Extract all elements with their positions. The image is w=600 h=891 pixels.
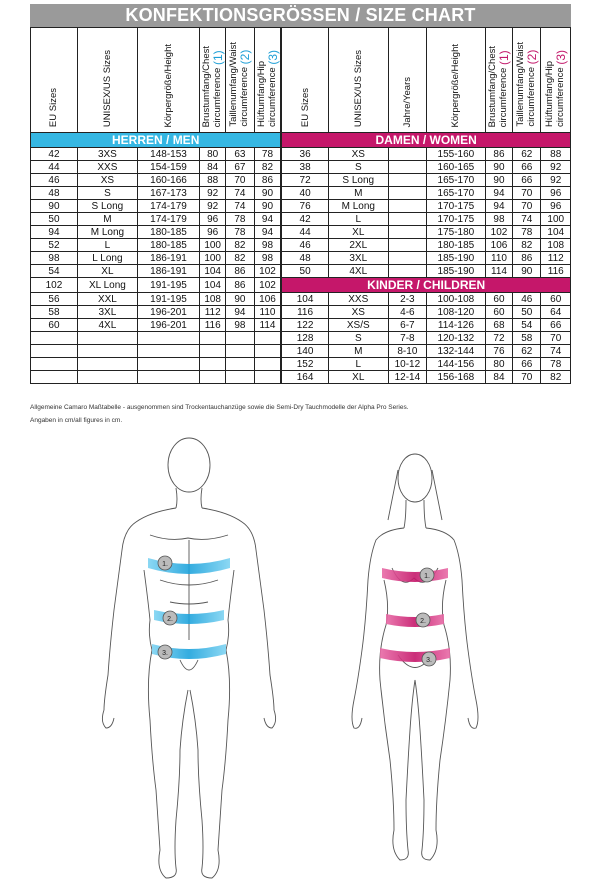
kids-cell: 66	[541, 319, 571, 332]
svg-text:1.: 1.	[424, 573, 430, 580]
men-cell: 3XS	[77, 148, 137, 161]
men-cell: 90	[226, 293, 254, 306]
kids-cell: 74	[541, 345, 571, 358]
men-cell: XXS	[77, 161, 137, 174]
kids-cell: 70	[513, 371, 541, 384]
svg-text:1.: 1.	[162, 561, 168, 568]
men-cell	[77, 345, 137, 358]
men-cell: 196-201	[137, 319, 199, 332]
men-unisex-header: UNISEX/US Sizes	[77, 28, 137, 133]
men-waist-header: Taillenumfang/Waist circumference (2)	[226, 28, 254, 133]
table-row	[31, 358, 571, 371]
men-cell: 70	[226, 174, 254, 187]
men-cell: 48	[31, 187, 78, 200]
women-chest-cell: 90	[485, 174, 512, 187]
men-cell: XL	[77, 265, 137, 278]
men-cell: 94	[31, 226, 78, 239]
women-waist-cell: 70	[513, 187, 541, 200]
women-waist-cell: 78	[513, 226, 541, 239]
kids-cell: 66	[513, 358, 541, 371]
women-waist-cell: 82	[513, 239, 541, 252]
men-cell: 46	[31, 174, 78, 187]
men-cell: 4XL	[77, 319, 137, 332]
age-cell	[388, 265, 426, 278]
men-cell: 84	[200, 161, 226, 174]
men-cell: 114	[254, 319, 281, 332]
kids-cell: XS	[328, 306, 388, 319]
men-cell: 102	[254, 278, 281, 293]
men-cell: 44	[31, 161, 78, 174]
body-figures	[0, 430, 600, 891]
men-cell: M Long	[77, 226, 137, 239]
women-band: DAMEN / WOMEN	[281, 133, 570, 148]
women-chest-cell: 98	[485, 213, 512, 226]
kids-cell: 122	[281, 319, 328, 332]
women-unisex-cell: S	[328, 161, 388, 174]
kids-cell: 100-108	[426, 293, 485, 306]
women-hip-cell: 116	[541, 265, 571, 278]
women-eu-cell: 48	[281, 252, 328, 265]
kids-cell: 46	[513, 293, 541, 306]
men-cell: 74	[226, 200, 254, 213]
table-row	[31, 161, 571, 174]
kids-cell: S	[328, 332, 388, 345]
note-general: Allgemeine Camaro Maßtabelle - ausgenommen sind Trockentauchanzüge sowie die Semi-Dry Tauchmodelle der Alpha Pro Series.	[30, 404, 409, 411]
kids-cell: 144-156	[426, 358, 485, 371]
kids-cell: 50	[513, 306, 541, 319]
women-hip-cell: 112	[541, 252, 571, 265]
men-cell: 154-159	[137, 161, 199, 174]
men-cell: M	[77, 213, 137, 226]
men-cell: 174-179	[137, 200, 199, 213]
men-cell: 94	[254, 213, 281, 226]
men-cell: 78	[226, 226, 254, 239]
men-cell: 108	[200, 293, 226, 306]
kids-cell: 72	[485, 332, 512, 345]
table-row	[31, 345, 571, 358]
kids-cell: 128	[281, 332, 328, 345]
kids-cell: 8-10	[388, 345, 426, 358]
women-chest-cell: 94	[485, 200, 512, 213]
women-unisex-header: UNISEX/US Sizes	[328, 28, 388, 133]
men-cell: 104	[200, 265, 226, 278]
table-row	[31, 371, 571, 384]
men-cell: 191-195	[137, 278, 199, 293]
men-cell: 74	[226, 187, 254, 200]
women-eu-cell: 72	[281, 174, 328, 187]
women-eu-header: EU Sizes	[281, 28, 328, 133]
men-cell: 100	[200, 239, 226, 252]
women-height-cell: 165-170	[426, 174, 485, 187]
kids-cell: 132-144	[426, 345, 485, 358]
kids-cell: 152	[281, 358, 328, 371]
women-hip-cell: 96	[541, 200, 571, 213]
kids-cell: 104	[281, 293, 328, 306]
men-cell	[77, 371, 137, 384]
kids-cell: 60	[541, 293, 571, 306]
svg-text:3.: 3.	[162, 650, 168, 657]
men-cell: 86	[226, 265, 254, 278]
men-cell	[137, 345, 199, 358]
men-cell	[254, 358, 281, 371]
women-chest-cell: 114	[485, 265, 512, 278]
table-row	[31, 278, 571, 293]
women-height-header: Körpergröße/Height	[426, 28, 485, 133]
women-eu-cell: 76	[281, 200, 328, 213]
age-cell	[388, 213, 426, 226]
women-eu-cell: 38	[281, 161, 328, 174]
men-cell	[200, 345, 226, 358]
men-cell: 54	[31, 265, 78, 278]
age-cell	[388, 226, 426, 239]
kids-cell: 108-120	[426, 306, 485, 319]
men-cell: 98	[254, 239, 281, 252]
men-cell	[31, 345, 78, 358]
kids-cell: 120-132	[426, 332, 485, 345]
men-cell: 174-179	[137, 213, 199, 226]
women-height-cell: 180-185	[426, 239, 485, 252]
men-cell	[226, 332, 254, 345]
svg-text:2.: 2.	[420, 618, 426, 625]
women-waist-cell: 66	[513, 174, 541, 187]
men-cell: L Long	[77, 252, 137, 265]
kids-cell: 80	[485, 358, 512, 371]
men-cell: 90	[254, 187, 281, 200]
women-waist-cell: 86	[513, 252, 541, 265]
women-height-cell: 160-165	[426, 161, 485, 174]
kids-cell: 54	[513, 319, 541, 332]
men-cell: 180-185	[137, 239, 199, 252]
women-unisex-cell: M Long	[328, 200, 388, 213]
kids-cell: 60	[485, 293, 512, 306]
kids-cell: 70	[541, 332, 571, 345]
men-cell: 186-191	[137, 265, 199, 278]
women-eu-cell: 42	[281, 213, 328, 226]
women-eu-cell: 44	[281, 226, 328, 239]
women-eu-cell: 36	[281, 148, 328, 161]
male-marker-1	[158, 556, 172, 570]
men-cell	[31, 332, 78, 345]
men-cell: 90	[31, 200, 78, 213]
women-waist-header: Taillenumfang/Waist circumference (2)	[513, 28, 541, 133]
women-chest-cell: 106	[485, 239, 512, 252]
kids-cell: 140	[281, 345, 328, 358]
men-cell: 104	[200, 278, 226, 293]
age-cell	[388, 161, 426, 174]
men-cell	[137, 358, 199, 371]
female-bands	[380, 568, 450, 662]
age-cell	[388, 148, 426, 161]
table-row	[31, 213, 571, 226]
men-cell: XL Long	[77, 278, 137, 293]
men-cell: 102	[31, 278, 78, 293]
men-cell: S	[77, 187, 137, 200]
men-cell: S Long	[77, 200, 137, 213]
svg-text:3.: 3.	[426, 657, 432, 664]
table-row	[31, 319, 571, 332]
women-height-cell: 155-160	[426, 148, 485, 161]
men-cell: 94	[226, 306, 254, 319]
men-cell	[226, 358, 254, 371]
men-cell	[137, 332, 199, 345]
men-cell: 160-166	[137, 174, 199, 187]
men-cell	[254, 332, 281, 345]
women-unisex-cell: XL	[328, 226, 388, 239]
men-cell: 56	[31, 293, 78, 306]
table-row	[31, 265, 571, 278]
women-waist-cell: 70	[513, 200, 541, 213]
men-cell: 52	[31, 239, 78, 252]
men-cell: 50	[31, 213, 78, 226]
men-cell	[254, 371, 281, 384]
men-cell	[31, 371, 78, 384]
men-cell: 196-201	[137, 306, 199, 319]
men-cell	[254, 345, 281, 358]
note-units: Angaben in cm/all figures in cm.	[30, 417, 123, 424]
women-hip-cell: 92	[541, 161, 571, 174]
table-row	[31, 293, 571, 306]
men-cell: 60	[31, 319, 78, 332]
kids-cell: 2-3	[388, 293, 426, 306]
women-eu-cell: 46	[281, 239, 328, 252]
men-cell	[77, 332, 137, 345]
men-cell: 63	[226, 148, 254, 161]
age-cell	[388, 174, 426, 187]
men-cell: 86	[226, 278, 254, 293]
kids-cell: 12-14	[388, 371, 426, 384]
kids-cell: 114-126	[426, 319, 485, 332]
kids-cell: 10-12	[388, 358, 426, 371]
men-cell: 112	[200, 306, 226, 319]
men-cell: 82	[226, 239, 254, 252]
kids-cell: 84	[485, 371, 512, 384]
men-cell: 92	[200, 187, 226, 200]
men-cell: 116	[200, 319, 226, 332]
men-cell: 100	[200, 252, 226, 265]
men-cell: 96	[200, 213, 226, 226]
kids-cell: 164	[281, 371, 328, 384]
men-cell	[226, 371, 254, 384]
women-eu-cell: 50	[281, 265, 328, 278]
men-cell: 88	[200, 174, 226, 187]
men-cell: 102	[254, 265, 281, 278]
men-cell: 98	[31, 252, 78, 265]
men-cell	[200, 358, 226, 371]
women-hip-cell: 92	[541, 174, 571, 187]
age-cell	[388, 187, 426, 200]
kids-cell: 156-168	[426, 371, 485, 384]
women-unisex-cell: L	[328, 213, 388, 226]
men-cell: XXL	[77, 293, 137, 306]
women-waist-cell: 90	[513, 265, 541, 278]
age-cell	[388, 252, 426, 265]
kids-cell: 64	[541, 306, 571, 319]
women-chest-header: Brustumfang/Chest circumference (1)	[485, 28, 512, 133]
kids-cell: 58	[513, 332, 541, 345]
women-eu-cell: 40	[281, 187, 328, 200]
men-cell	[137, 371, 199, 384]
men-cell: 78	[226, 213, 254, 226]
men-cell: 186-191	[137, 252, 199, 265]
men-cell: 92	[200, 200, 226, 213]
table-row	[31, 332, 571, 345]
kids-cell: 82	[541, 371, 571, 384]
age-cell	[388, 200, 426, 213]
men-cell: 98	[226, 319, 254, 332]
women-chest-cell: 110	[485, 252, 512, 265]
women-height-cell: 185-190	[426, 265, 485, 278]
table-row	[31, 239, 571, 252]
female-marker-1	[420, 568, 434, 582]
women-hip-cell: 104	[541, 226, 571, 239]
women-height-cell: 185-190	[426, 252, 485, 265]
men-cell: 148-153	[137, 148, 199, 161]
kids-cell: L	[328, 358, 388, 371]
svg-text:2.: 2.	[167, 616, 173, 623]
women-hip-header: Hüftumfang/Hip circumference (3)	[541, 28, 571, 133]
men-height-header: Körpergröße/Height	[137, 28, 199, 133]
female-marker-2	[416, 613, 430, 627]
men-cell: 58	[31, 306, 78, 319]
men-cell: 98	[254, 252, 281, 265]
women-hip-cell: 108	[541, 239, 571, 252]
men-cell: 82	[254, 161, 281, 174]
men-cell: 106	[254, 293, 281, 306]
men-cell	[226, 345, 254, 358]
men-cell: 110	[254, 306, 281, 319]
women-hip-cell: 100	[541, 213, 571, 226]
kids-cell: XS/S	[328, 319, 388, 332]
age-cell	[388, 239, 426, 252]
women-waist-cell: 62	[513, 148, 541, 161]
kids-cell: XL	[328, 371, 388, 384]
men-cell: 80	[200, 148, 226, 161]
age-header: Jahre/Years	[388, 28, 426, 133]
women-hip-cell: 96	[541, 187, 571, 200]
men-cell: L	[77, 239, 137, 252]
women-unisex-cell: S Long	[328, 174, 388, 187]
table-row	[31, 306, 571, 319]
men-cell: 94	[254, 226, 281, 239]
kids-cell: 60	[485, 306, 512, 319]
women-waist-cell: 74	[513, 213, 541, 226]
size-chart-table	[30, 27, 571, 384]
men-band: HERREN / MEN	[31, 133, 282, 148]
kids-cell: 68	[485, 319, 512, 332]
women-unisex-cell: 2XL	[328, 239, 388, 252]
men-cell: 67	[226, 161, 254, 174]
men-cell: 86	[254, 174, 281, 187]
table-row	[31, 187, 571, 200]
men-cell: 180-185	[137, 226, 199, 239]
men-eu-header: EU Sizes	[31, 28, 78, 133]
table-row	[31, 148, 571, 161]
kids-cell: M	[328, 345, 388, 358]
kids-cell: 4-6	[388, 306, 426, 319]
men-cell	[200, 371, 226, 384]
header-row	[31, 28, 571, 133]
men-hip-header: Hüftumfang/Hip circumference (3)	[254, 28, 281, 133]
men-chest-header: Brustumfang/Chest circumference (1)	[200, 28, 226, 133]
men-cell: XS	[77, 174, 137, 187]
table-row	[31, 174, 571, 187]
men-cell: 90	[254, 200, 281, 213]
male-marker-2	[163, 611, 177, 625]
men-cell	[200, 332, 226, 345]
table-row	[31, 226, 571, 239]
men-cell: 3XL	[77, 306, 137, 319]
page-title: KONFEKTIONSGRÖSSEN / SIZE CHART	[30, 4, 571, 27]
women-chest-cell: 94	[485, 187, 512, 200]
women-chest-cell: 102	[485, 226, 512, 239]
women-unisex-cell: XS	[328, 148, 388, 161]
male-marker-3	[158, 645, 172, 659]
women-chest-cell: 86	[485, 148, 512, 161]
table-row	[31, 200, 571, 213]
women-unisex-cell: 3XL	[328, 252, 388, 265]
kids-cell: 7-8	[388, 332, 426, 345]
men-cell: 167-173	[137, 187, 199, 200]
women-height-cell: 165-170	[426, 187, 485, 200]
men-cell: 96	[200, 226, 226, 239]
women-height-cell: 170-175	[426, 200, 485, 213]
kids-cell: 62	[513, 345, 541, 358]
women-chest-cell: 90	[485, 161, 512, 174]
men-cell	[31, 358, 78, 371]
kids-cell: XXS	[328, 293, 388, 306]
kids-band: KINDER / CHILDREN	[281, 278, 570, 293]
kids-cell: 76	[485, 345, 512, 358]
women-waist-cell: 66	[513, 161, 541, 174]
men-cell: 42	[31, 148, 78, 161]
women-unisex-cell: M	[328, 187, 388, 200]
women-hip-cell: 88	[541, 148, 571, 161]
kids-cell: 116	[281, 306, 328, 319]
women-height-cell: 170-175	[426, 213, 485, 226]
kids-cell: 78	[541, 358, 571, 371]
men-cell: 191-195	[137, 293, 199, 306]
men-cell	[77, 358, 137, 371]
men-cell: 82	[226, 252, 254, 265]
female-marker-3	[422, 652, 436, 666]
women-unisex-cell: 4XL	[328, 265, 388, 278]
table-row	[31, 252, 571, 265]
women-height-cell: 175-180	[426, 226, 485, 239]
kids-cell: 6-7	[388, 319, 426, 332]
men-cell: 78	[254, 148, 281, 161]
